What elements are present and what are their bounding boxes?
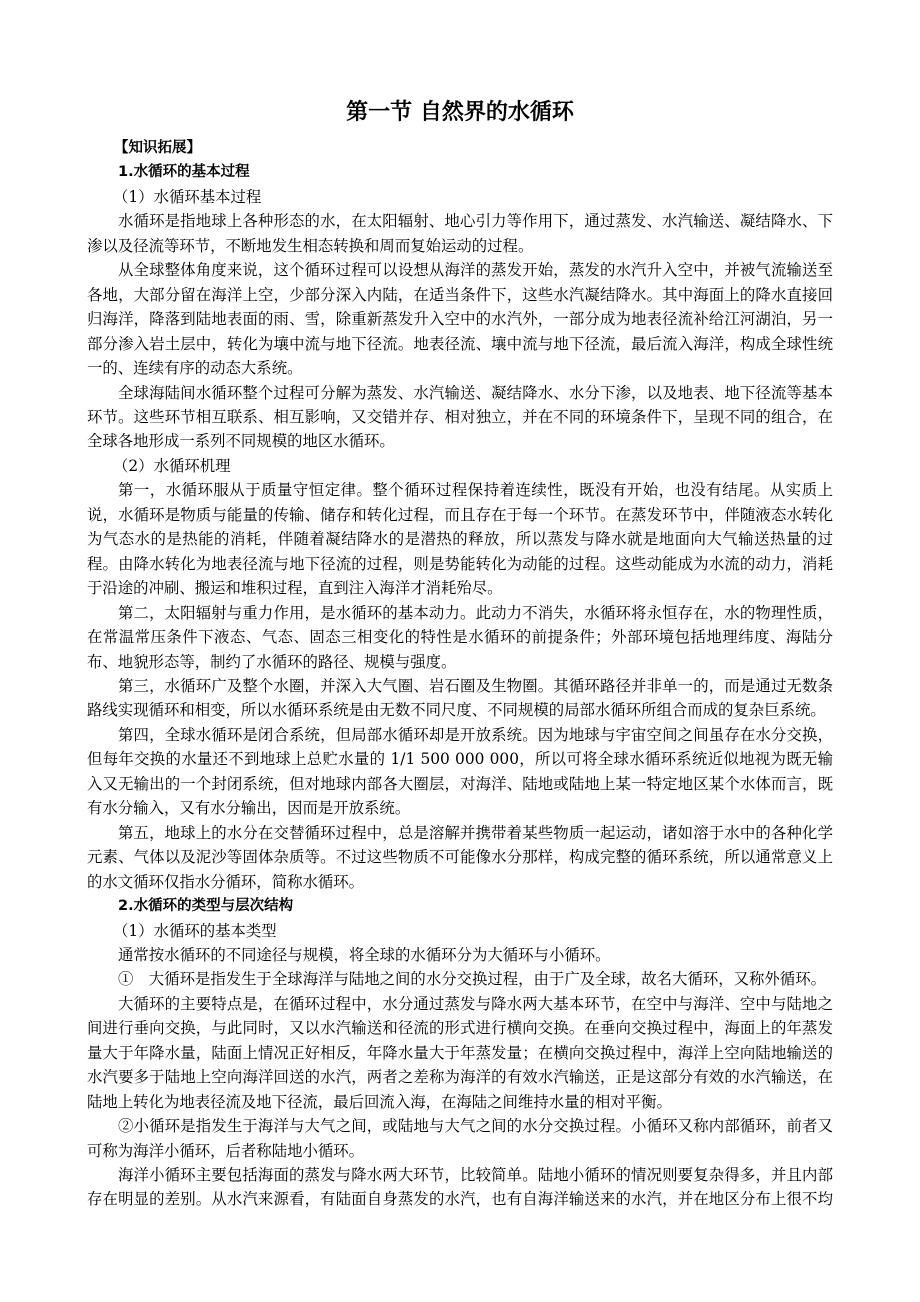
paragraph: 第一，水循环服从于质量守恒定律。整个循环过程保持着连续性，既没有开始，也没有结尾。从实质上说，水循环是物质与能量的传输、储存和转化过程，而且存在于每一个环节。在蒸发环节中，伴随液态水转化为气态水的是热能的消耗，伴随着凝结降水的是潜热的释放，所以蒸发与降水就是地面向大气输送热量的过程。由降水转化为地表径流与地下径流的过程，则是势能转化为动能的过程。这些动能成为水流的动力，消耗于沿途的冲刷、搬运和堆积过程，直到注入海洋才消耗殆尽。 <box>87 481 833 598</box>
subsection-heading: （2）水循环机理 <box>113 456 231 475</box>
section-heading: 1.水循环的基本过程 <box>118 164 250 181</box>
paragraph: 通常按水循环的不同途径与规模，将全球的水循环分为大循环与小循环。 <box>118 945 611 964</box>
section-heading: 2.水循环的类型与层次结构 <box>118 898 294 915</box>
paragraph: ① 大循环是指发生于全球海洋与陆地之间的水分交换过程，由于广及全球，故名大循环，又称外循环。 <box>118 970 826 989</box>
section-label: 【知识拓展】 <box>114 140 201 156</box>
paragraph: 全球海陆间水循环整个过程可分解为蒸发、水汽输送、凝结降水、水分下渗，以及地表、地下径流等基本环节。这些环节相互联系、相互影响，又交错并存、相对独立，并在不同的环境条件下，呈现不同的组合，在全球各地形成一系列不同规模的地区水循环。 <box>87 383 833 451</box>
paragraph: ②小循环是指发生于海洋与大气之间，或陆地与大气之间的水分交换过程。小循环又称内部循环，前者又可称为海洋小循环，后者称陆地小循环。 <box>87 1117 833 1160</box>
paragraph: 从全球整体角度来说，这个循环过程可以设想从海洋的蒸发开始，蒸发的水汽升入空中，并被气流输送至各地，大部分留在海洋上空，少部分深入内陆，在适当条件下，这些水汽凝结降水。其中海面上的降水直接回归海洋，降落到陆地表面的雨、雪，除重新蒸发升入空中的水汽外，一部分成为地表径流补给江河湖泊，另一部分渗入岩土层中，转化为壤中流与地下径流。地表径流、壤中流与地下径流，最后流入海洋，构成全球性统一的、连续有序的动态大系统。 <box>87 261 833 378</box>
page-title: 第一节 自然界的水循环 <box>346 100 574 125</box>
paragraph: 第三，水循环广及整个水圈，并深入大气圈、岩石圈及生物圈。其循环路径并非单一的，而是通过无数条路线实现循环和相变，所以水循环系统是由无数不同尺度、不同规模的局部水循环所组合而成的复杂巨系统。 <box>87 676 833 720</box>
paragraph: 第五，地球上的水分在交替循环过程中，总是溶解并携带着某些物质一起运动，诸如溶于水中的各种化学元素、气体以及泥沙等固体杂质等。不过这些物质不可能像水分那样，构成完整的循环系统，所以通常意义上的水文循环仅指水分循环，简称水循环。 <box>87 823 833 891</box>
paragraph: 大循环的主要特点是，在循环过程中，水分通过蒸发与降水两大基本环节，在空中与海洋、空中与陆地之间进行垂向交换，与此同时，又以水汽输送和径流的形式进行横向交换。在垂向交换过程中，海面上的年蒸发量大于年降水量，陆面上情况正好相反，年降水量大于年蒸发量；在横向交换过程中，海洋上空向陆地输送的水汽要多于陆地上空向海洋回送的水汽，两者之差称为海洋的有效水汽输送，正是这部分有效的水汽输送，在陆地上转化为地表径流及地下径流，最后回流入海，在海陆之间维持水量的相对平衡。 <box>87 994 833 1111</box>
paragraph: 海洋小循环主要包括海面的蒸发与降水两大环节，比较简单。陆地小循环的情况则要复杂得多，并且内部存在明显的差别。从水汽来源看，有陆面自身蒸发的水汽，也有自海洋输送来的水汽，并在地区分布上很不均 <box>87 1166 833 1209</box>
paragraph: 第二，太阳辐射与重力作用，是水循环的基本动力。此动力不消失，水循环将永恒存在，水的物理性质，在常温常压条件下液态、气态、固态三相变化的特性是水循环的前提条件；外部环境包括地理纬度、海陆分布、地貌形态等，制约了水循环的路径、规模与强度。 <box>87 603 833 671</box>
paragraph: 水循环是指地球上各种形态的水，在太阳辐射、地心引力等作用下，通过蒸发、水汽输送、凝结降水、下渗以及径流等环节，不断地发生相态转换和周而复始运动的过程。 <box>87 212 833 255</box>
subsection-heading: （1）水循环的基本类型 <box>113 921 277 940</box>
subsection-heading: （1）水循环基本过程 <box>113 187 262 206</box>
document-page <box>87 98 833 1212</box>
paragraph: 第四，全球水循环是闭合系统，但局部水循环却是开放系统。因为地球与宇宙空间之间虽存在水分交换，但每年交换的水量还不到地球上总贮水量的 1/1 500 000 000，所以可将全球水循环系统近似地视为既无输入又无输出的一个封闭系统，但对地球内部各大圈层，对海洋、陆地或陆地上某一特定地区某个水体而言，既有水分输入，又有水分输出，因而是开放系统。 <box>87 725 833 818</box>
